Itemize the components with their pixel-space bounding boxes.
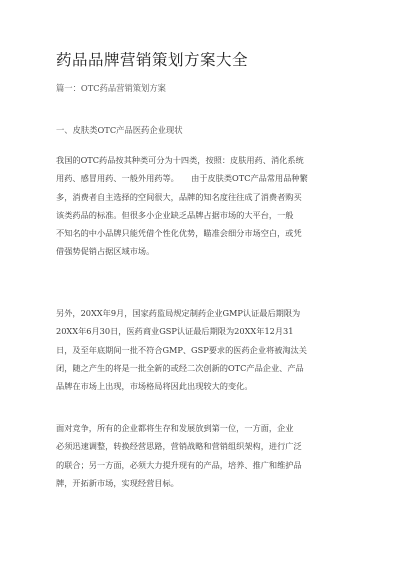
paragraph-1 bbox=[56, 151, 356, 261]
paragraph-line: 借强势促销占据区域市场。 bbox=[56, 246, 155, 257]
paragraph-line: 的联合；另一方面，必须大力提升现有的产品，培养、推广和维护品 bbox=[56, 459, 302, 470]
paragraph-line: 日，及至年底期间一批不符合GMP、GSP要求的医药企业将被淘汰关 bbox=[56, 344, 307, 355]
paragraph-line: 面对竞争，所有的企业都将生存和发展放到第一位，一方面，企业 bbox=[56, 423, 294, 433]
paragraph-line: 不知名的中小品牌只能凭借个性化优势，瞄准会细分市场空白，或凭 bbox=[56, 228, 302, 239]
paragraph-line: 该类药品的标准。但很多小企业缺乏品牌占据市场的大平台，一般 bbox=[56, 209, 294, 220]
paragraph-line: 用药、感冒用药、一般外用药等。 由于皮肤类OTC产品常用品种繁 bbox=[56, 173, 308, 184]
document-title: 药品品牌营销策划方案大全 bbox=[56, 51, 249, 69]
paragraph-line: 另外，20XX年9月，国家药监局规定制药企业GMP认证最后期限为 bbox=[56, 308, 301, 318]
paragraph-line: 品牌在市场上出现，市场格局将因此出现较大的变化。 bbox=[56, 381, 253, 392]
paragraph-line: 我国的OTC药品按其种类可分为十四类，按照：皮肤用药、消化系统 bbox=[56, 155, 304, 165]
paragraph-line: 牌，开拓新市场，实现经营目标。 bbox=[56, 477, 179, 488]
paragraph-line: 20XX年6月30日，医药商业GSP认证最后期限为20XX年12月31 bbox=[56, 326, 294, 337]
paragraph-line: 闭，随之产生的将是一批全新的或经二次创新的OTC产品企业、产品 bbox=[56, 362, 304, 373]
paragraph-line: 必须迅速调整，转换经营思路，营销战略和营销组织架构，进行广泛 bbox=[56, 441, 302, 452]
section-heading: 一、皮肤类OTC产品医药企业现状 bbox=[56, 125, 183, 135]
paragraph-2 bbox=[56, 304, 356, 395]
paragraph-line: 多，消费者自主选择的空间很大，品牌的知名度往往成了消费者购买 bbox=[56, 191, 302, 202]
paragraph-3 bbox=[56, 419, 356, 492]
document-subtitle: 篇一：OTC药品营销策划方案 bbox=[56, 83, 166, 93]
